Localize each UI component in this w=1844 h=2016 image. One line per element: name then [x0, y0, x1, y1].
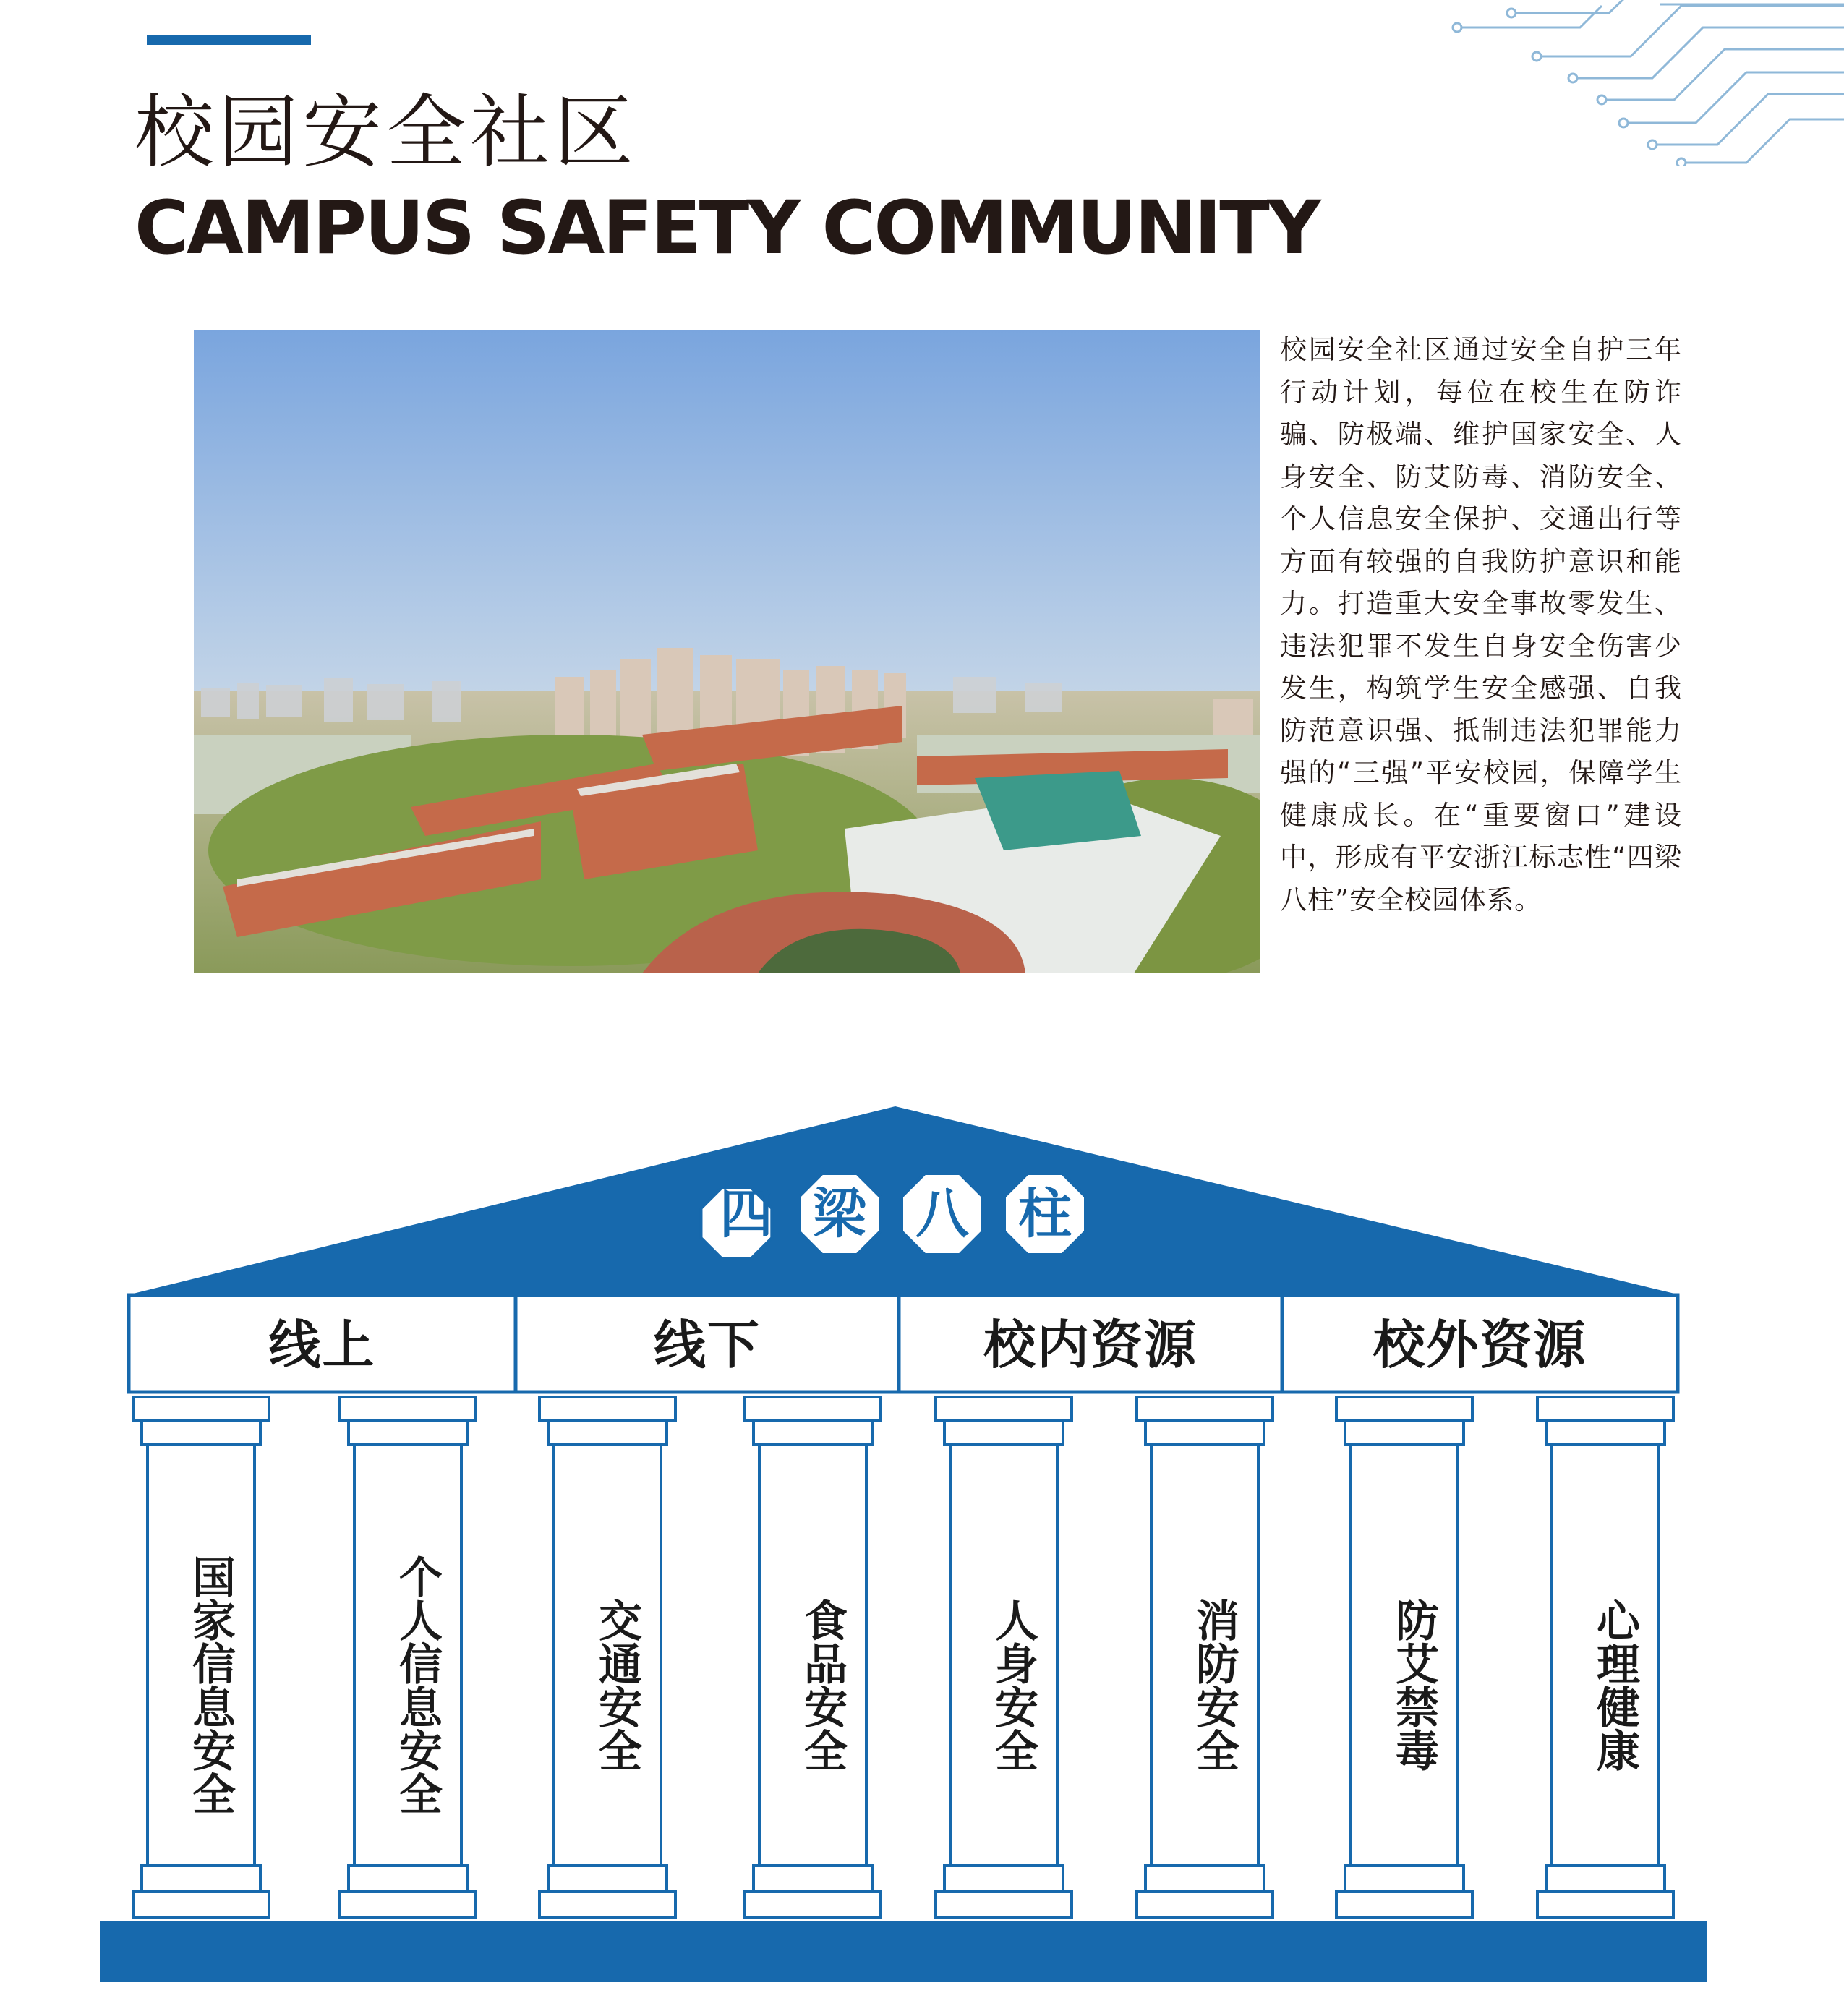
roof-title-char: 八 [915, 1183, 969, 1245]
pillar-part [745, 1397, 881, 1420]
pillar-part [745, 1892, 881, 1918]
beam-offline: 线下 [653, 1315, 761, 1375]
pillar-part [349, 1420, 467, 1445]
beam-online: 线上 [268, 1315, 376, 1375]
pillar-food-safety: 食品安全 [797, 1598, 848, 1772]
beam-off-campus-resources: 校外资源 [1373, 1315, 1587, 1375]
pillar-part [539, 1892, 675, 1918]
pillar-part [133, 1397, 269, 1420]
page-title: 校园安全社区 [135, 86, 638, 179]
pillar-part [1336, 1397, 1472, 1420]
pillar-national-information-security: 国家信息安全 [185, 1555, 236, 1815]
pillar-part [142, 1420, 260, 1445]
pillar-part [340, 1892, 476, 1918]
pillar-personal-information-security: 个人信息安全 [392, 1555, 443, 1815]
pillar-part [754, 1420, 872, 1445]
pillar-traffic-safety: 交通安全 [592, 1598, 642, 1772]
pillar-part [944, 1420, 1063, 1445]
beam-on-campus-resources: 校内资源 [983, 1315, 1198, 1375]
pillar-fire-safety: 消防安全 [1189, 1598, 1239, 1772]
pillar-part [133, 1892, 269, 1918]
intro-paragraph: 校园安全社区通过安全自护三年行动计划，每位在校生在防诈骗、防极端、维护国家安全、人身安全、防艾防毒、消防安全、个人信息安全保护、交通出行等方面有较强的自我防护意识和能力。打造重大安全事故零发生、违法犯罪不发生自身安全伤害少发生，构筑学生安全感强、自我防范意识强、抵制违法犯罪能力强的“三强”平安校园，保障学生健康成长。在“重要窗口”建设中，形成有平安浙江标志性“四梁八柱”安全校园体系。 [1280, 334, 1682, 915]
roof-title-char: 梁 [813, 1183, 866, 1245]
roof-title-char: 四 [720, 1183, 773, 1245]
pillar-part [1137, 1892, 1273, 1918]
base-platform [100, 1921, 1707, 1982]
pillar-mental-health: 心理健康 [1589, 1598, 1640, 1772]
pillar-part [1345, 1420, 1464, 1445]
pillar-part [936, 1892, 1072, 1918]
pillar-part [1145, 1420, 1264, 1445]
pillar-part [1537, 1397, 1673, 1420]
pillar-part [1537, 1892, 1673, 1918]
roof-title-char: 柱 [1018, 1183, 1072, 1245]
pillar-part [1546, 1420, 1665, 1445]
pillar-part [1336, 1892, 1472, 1918]
pillar-part [548, 1420, 667, 1445]
pillar-aids-and-drug-prevention: 防艾禁毒 [1388, 1598, 1439, 1772]
pillar-personal-safety: 人身安全 [988, 1598, 1038, 1772]
page-title-english: CAMPUS SAFETY COMMUNITY [135, 185, 1319, 271]
pillar-part [1137, 1397, 1273, 1420]
pillar-part [539, 1397, 675, 1420]
pillar-part [340, 1397, 476, 1420]
pillar-part [936, 1397, 1072, 1420]
